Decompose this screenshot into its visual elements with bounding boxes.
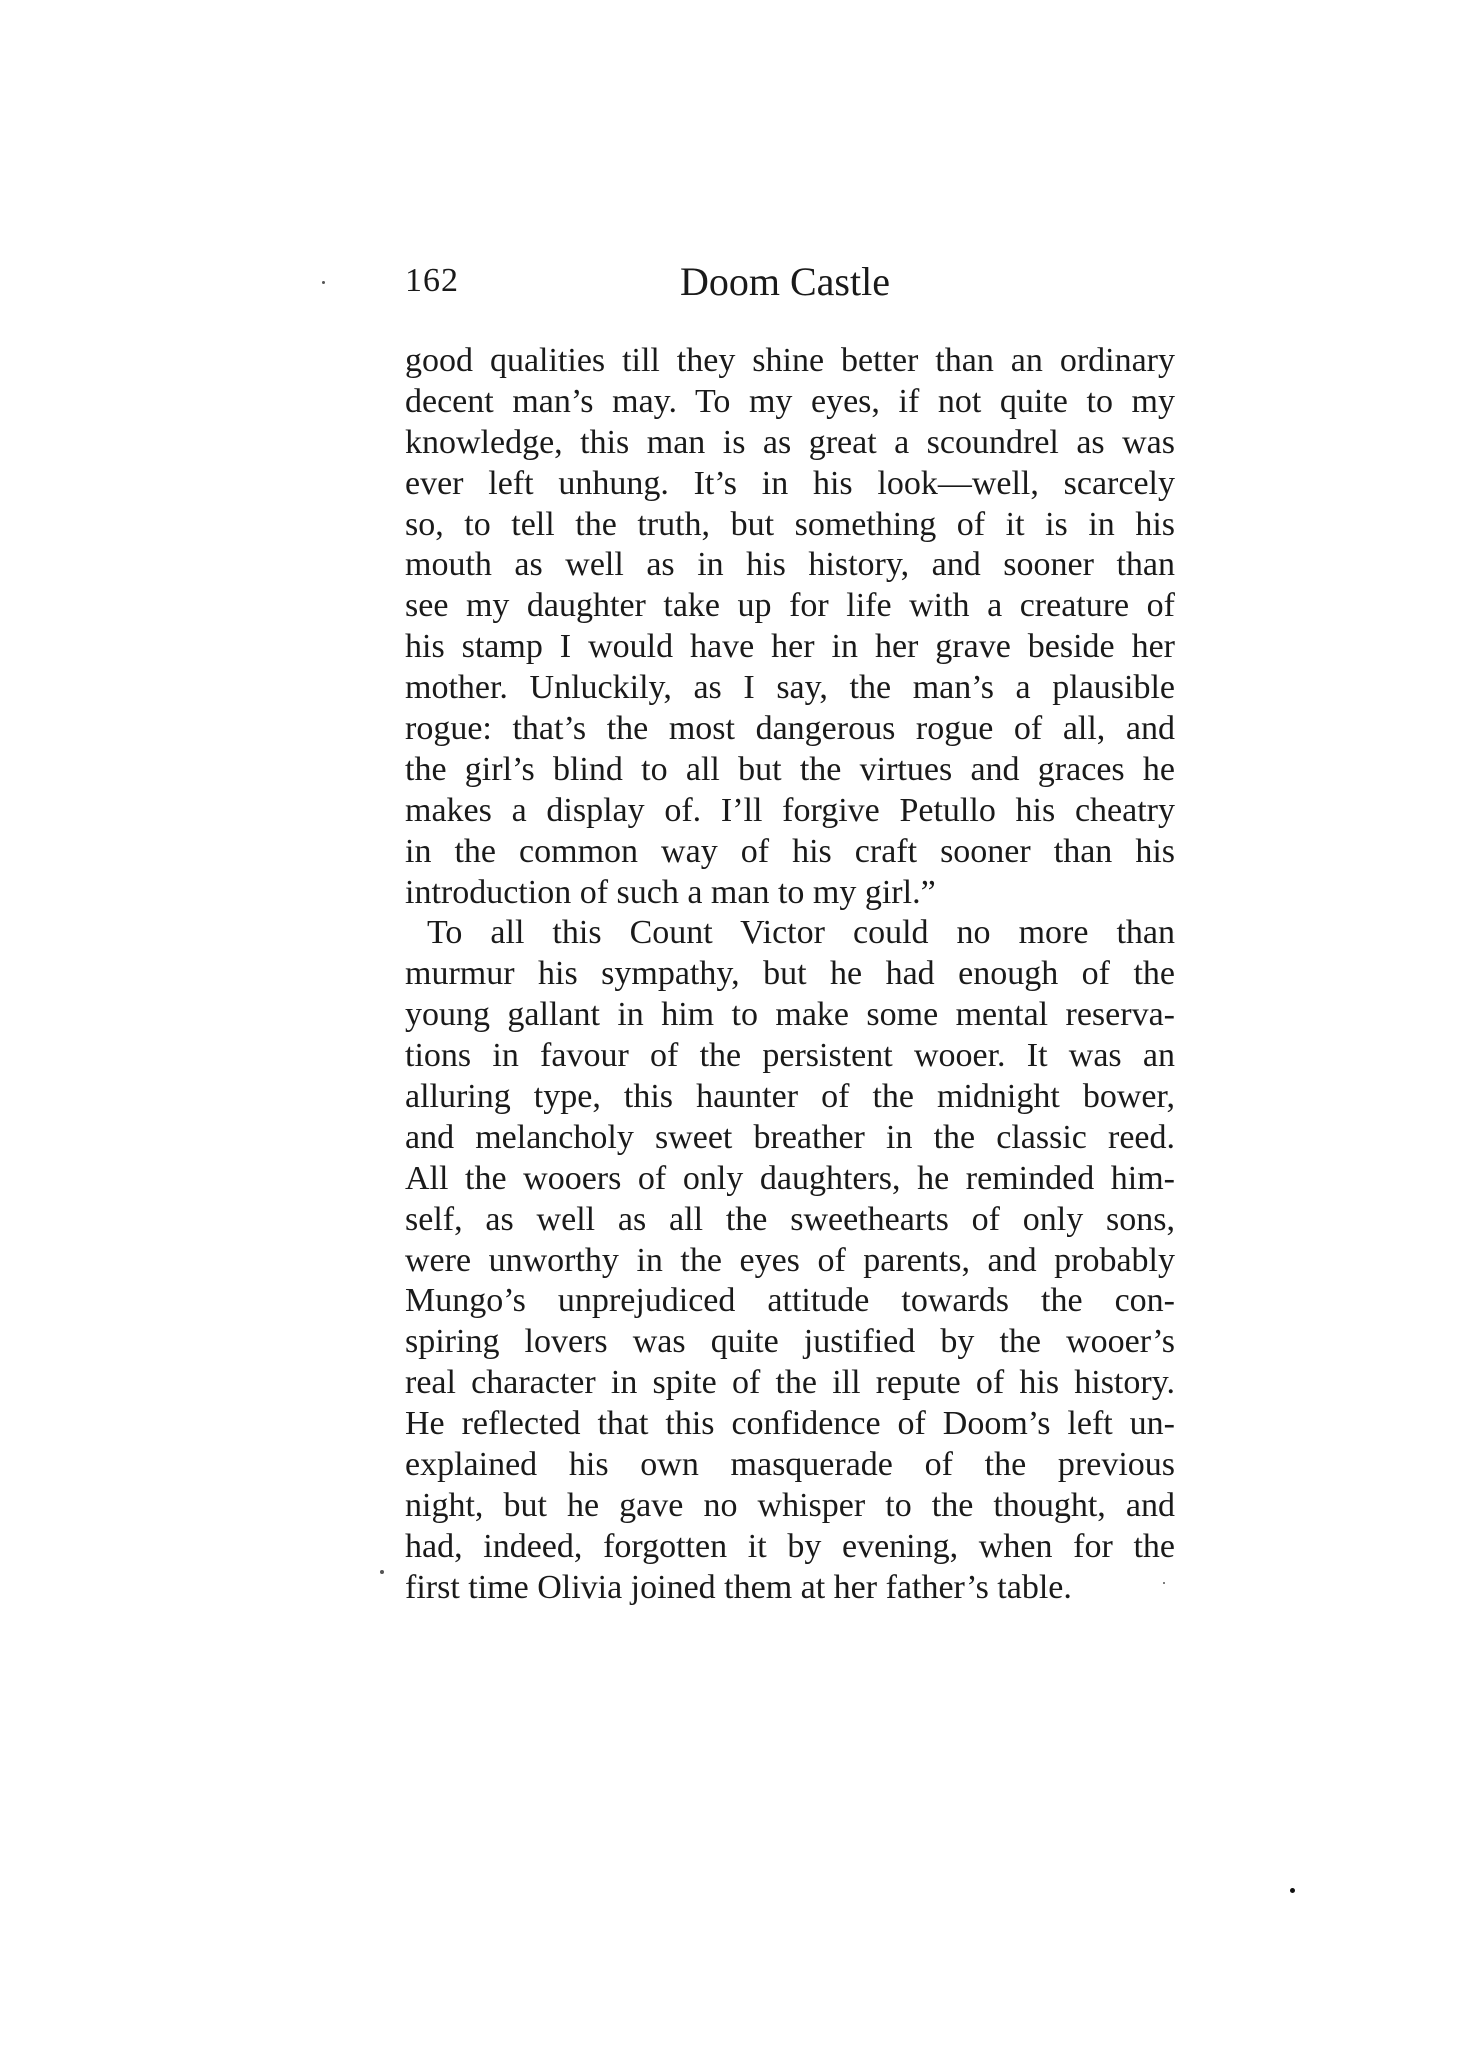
page-header: [405, 259, 1175, 322]
text-line: explained his own masquerade of the previous: [405, 1446, 1175, 1484]
body-text: [405, 341, 1175, 1609]
text-line: Mungo’s unprejudiced attitude towards the con-: [405, 1282, 1175, 1320]
text-line: and melancholy sweet breather in the classic reed.: [405, 1118, 1175, 1156]
text-line: were unworthy in the eyes of parents, and probably: [405, 1241, 1175, 1279]
text-line: ever left unhung. It’s in his look—well, scarcely: [405, 464, 1175, 502]
scan-speck: [1163, 1582, 1165, 1584]
text-line: so, to tell the truth, but something of it is in his: [405, 505, 1175, 543]
text-line: see my daughter take up for life with a creature of: [405, 587, 1175, 625]
scan-speck: [322, 281, 325, 284]
text-line: spiring lovers was quite justified by the wooer’s: [405, 1323, 1175, 1361]
text-line: in the common way of his craft sooner than his: [405, 832, 1175, 870]
text-line: his stamp I would have her in her grave beside her: [405, 628, 1175, 666]
text-line: self, as well as all the sweethearts of only sons,: [405, 1200, 1175, 1238]
text-line: mother. Unluckily, as I say, the man’s a plausible: [405, 669, 1175, 707]
text-line: good qualities till they shine better than an ordinary: [405, 342, 1175, 379]
text-line: introduction of such a man to my girl.”: [405, 873, 936, 911]
text-line: the girl’s blind to all but the virtues and graces he: [405, 750, 1175, 788]
running-title: Doom Castle: [680, 259, 890, 304]
text-line: young gallant in him to make some mental reserva-: [405, 996, 1175, 1034]
text-line: real character in spite of the ill repute of his history.: [405, 1364, 1175, 1402]
page-number: 162: [405, 262, 459, 299]
text-line: rogue: that’s the most dangerous rogue of all, and: [405, 710, 1175, 748]
text-line: murmur his sympathy, but he had enough of the: [405, 955, 1175, 993]
text-line: To all this Count Victor could no more than: [427, 914, 1175, 952]
text-line: decent man’s may. To my eyes, if not quite to my: [405, 382, 1175, 420]
text-line: All the wooers of only daughters, he reminded him-: [405, 1159, 1175, 1197]
text-line: makes a display of. I’ll forgive Petullo his cheatry: [405, 791, 1175, 829]
text-line: He reflected that this confidence of Doom’s left un-: [405, 1405, 1175, 1443]
text-line: mouth as well as in his history, and sooner than: [405, 546, 1175, 584]
text-line: first time Olivia joined them at her father’s table.: [405, 1568, 1072, 1606]
text-line: night, but he gave no whisper to the thought, and: [405, 1486, 1175, 1524]
text-line: tions in favour of the persistent wooer. It was an: [405, 1037, 1175, 1075]
text-line: had, indeed, forgotten it by evening, when for the: [405, 1527, 1175, 1565]
text-line: alluring type, this haunter of the midnight bower,: [405, 1078, 1175, 1116]
scan-speck: [380, 1570, 384, 1574]
text-line: knowledge, this man is as great a scoundrel as was: [405, 423, 1175, 461]
scan-speck: [1290, 1888, 1295, 1893]
